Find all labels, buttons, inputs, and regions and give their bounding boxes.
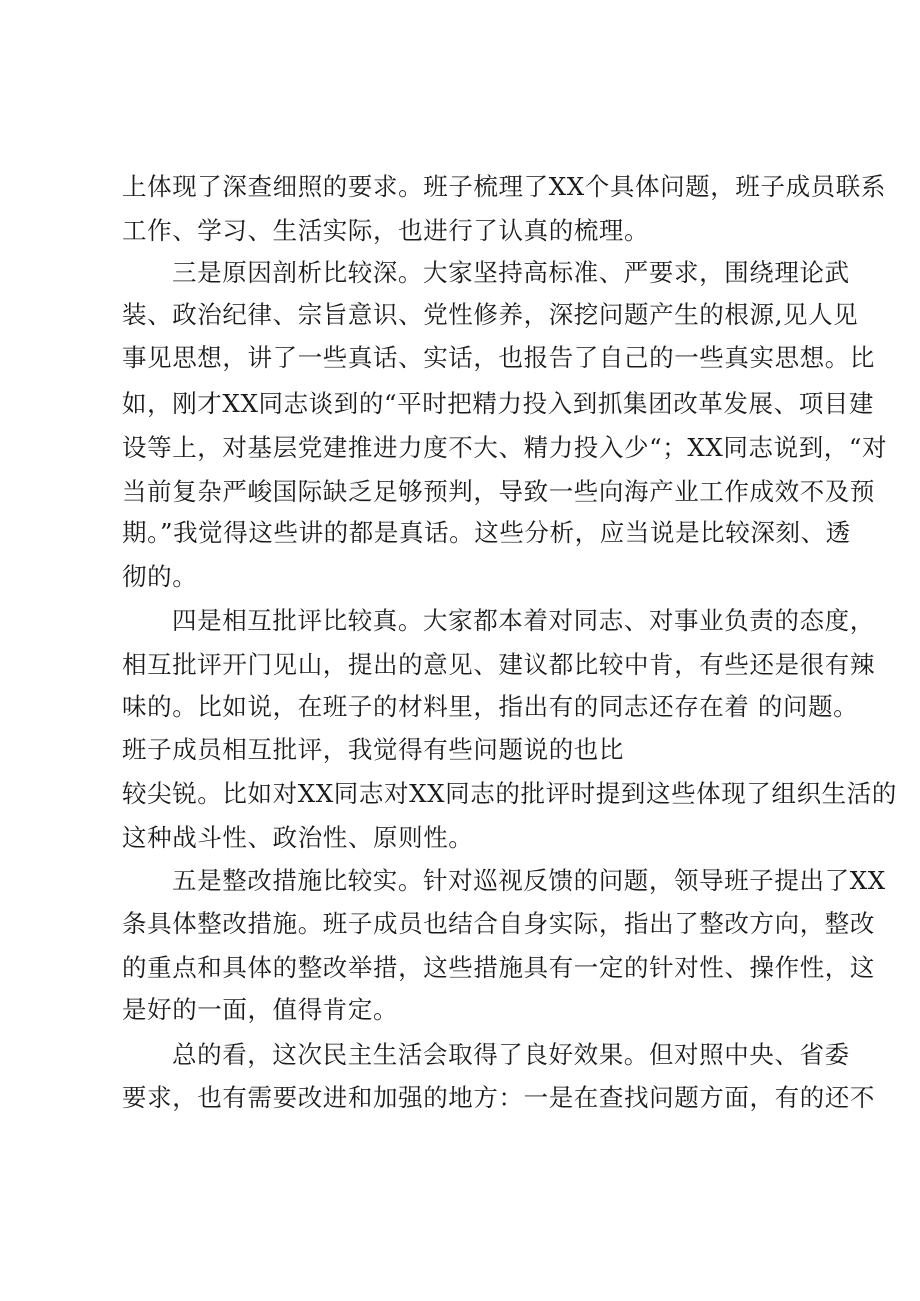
text-line: 的重点和具体的整改举措，这些措施具有一定的针对性、操作性，这 [122,953,875,982]
text-line: 设等上，对基层党建推进力度不大、精力投入少“；XX同志说到，“对 [122,433,888,462]
paragraph-start-line: 四是相互批评比较真。大家都本着对同志、对事业负责的态度， [172,606,875,635]
text-line: 要求，也有需要改进和加强的地方：一是在查找问题方面，有的还不 [122,1083,875,1112]
text-line: 味的。比如说，在班子的材料里，指出有的同志还存在着 的问题。 [122,692,859,721]
text-line: 如，刚才XX同志谈到的“平时把精力投入到抓集团改革发展、项目建 [122,389,875,418]
text-line: 彻的。 [122,562,198,591]
text-line: 班子成员相互批评，我觉得有些问题说的也比 [122,735,624,764]
text-line: 期。”我觉得这些讲的都是真话。这些分析，应当说是比较深刻、透 [122,518,851,547]
text-line: 事见思想，讲了一些真话、实话，也报告了自己的一些真实思想。比 [122,343,875,372]
text-line: 装、政治纪律、宗旨意识、党性修养，深挖问题产生的根源,见人见 [122,300,859,329]
text-line: 条具体整改措施。班子成员也结合自身实际，指出了整改方向，整改 [122,909,875,938]
text-line: 是好的一面，值得肯定。 [122,995,399,1024]
paragraph-start-line: 三是原因剖析比较深。大家坚持高标准、严要求，围绕理论武 [172,258,850,287]
paragraph-start-line: 五是整改措施比较实。针对巡视反馈的问题，领导班子提出了XX [172,866,886,895]
text-line: 较尖锐。比如对XX同志对XX同志的批评时提到这些体现了组织生活的 [122,779,897,808]
text-line: 这种战斗性、政治性、原则性。 [122,823,474,852]
text-line: 上体现了深查细照的要求。班子梳理了XX个具体问题，班子成员联系 [122,172,886,201]
text-line: 当前复杂严峻国际缺乏足够预判，导致一些向海产业工作成效不及预 [122,477,875,506]
text-line: 工作、学习、生活实际，也进行了认真的梳理。 [122,216,650,245]
paragraph-start-line: 总的看，这次民主生活会取得了良好效果。但对照中央、省委 [172,1040,850,1069]
text-line: 相互批评开门见山，提出的意见、建议都比较中肯，有些还是很有辣 [122,650,875,679]
